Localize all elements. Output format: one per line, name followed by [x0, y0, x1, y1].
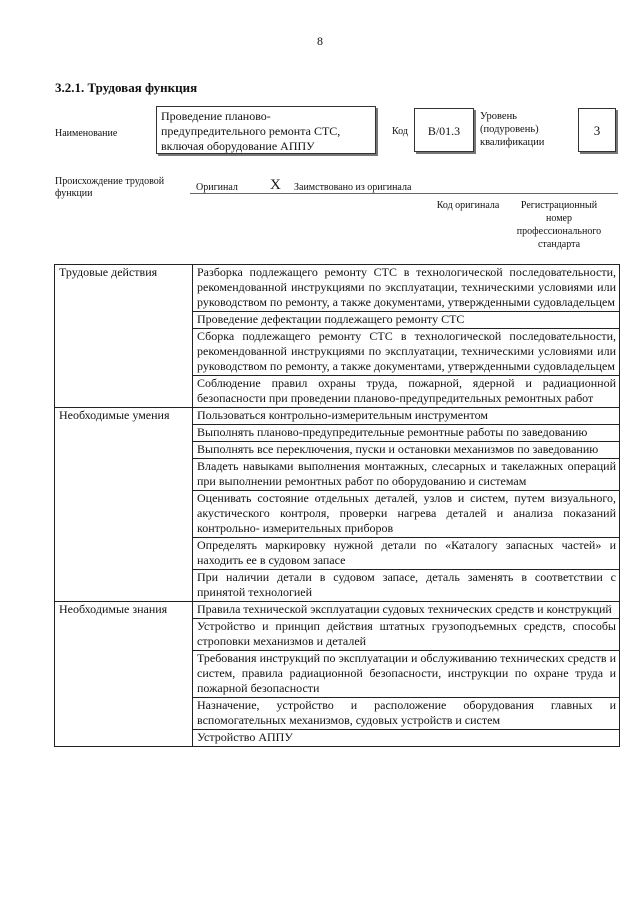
labor-function-table	[54, 264, 620, 747]
item-cell: Пользоваться контрольно-измерительным инструментом	[193, 408, 620, 425]
table-row	[55, 265, 620, 312]
item-cell: Определять маркировку нужной детали по «Каталогу запасных частей» и находить ее в судовом запасе	[193, 538, 620, 570]
original-label: Оригинал	[196, 182, 238, 193]
category-cell: Необходимые знания	[55, 602, 193, 747]
table-body	[55, 265, 620, 747]
item-cell: Оценивать состояние отдельных деталей, узлов и систем, путем визуального, акустического контроля, проверки нагрева деталей и анализа показаний контрольно- измерительных приборов	[193, 491, 620, 538]
item-cell: Выполнять планово-предупредительные ремонтные работы по заведованию	[193, 425, 620, 442]
item-cell: Устройство АППУ	[193, 730, 620, 747]
section-title: 3.2.1. Трудовая функция	[55, 80, 198, 95]
item-cell: Правила технической эксплуатации судовых технических средств и конструкций	[193, 602, 620, 619]
item-cell: Устройство и принцип действия штатных грузоподъемных средств, способы строповки механизмов и деталей	[193, 619, 620, 651]
code-original-label: Код оригинала	[436, 200, 500, 211]
level-label: Уровень (подуровень) квалификации	[480, 111, 545, 148]
item-cell: Соблюдение правил охраны труда, пожарной, ядерной и радиационной безопасности при проведении планово-предупредительных ремонтных работ	[193, 376, 620, 408]
code-value: B/01.3	[427, 124, 461, 138]
name-label: Наименование	[55, 128, 118, 139]
item-cell: Назначение, устройство и расположение оборудования главных и вспомогательных механизмов, судовых устройств и систем	[193, 698, 620, 730]
origin-label: Происхождение трудовой функции	[55, 176, 165, 199]
function-name: Проведение планово-предупредительного ремонта СТС, включая оборудование АППУ	[161, 109, 341, 153]
item-cell: Выполнять все переключения, пуски и остановки механизмов по заведованию	[193, 442, 620, 459]
table-row	[55, 602, 620, 619]
borrowed-label: Заимствовано из оригинала	[294, 182, 412, 193]
origin-row-line	[190, 193, 618, 194]
reg-number-label: Регистрационный номер профессионального стандарта	[516, 200, 602, 250]
code-label: Код	[392, 126, 408, 137]
item-cell: Владеть навыками выполнения монтажных, слесарных и такелажных операций при выполнении ремонтных работ по оборудованию и системам	[193, 459, 620, 491]
item-cell: При наличии детали в судовом запасе, деталь заменять в соответствии с принятой технологией	[193, 570, 620, 602]
category-cell: Необходимые умения	[55, 408, 193, 602]
code-box	[414, 108, 474, 152]
page-number: 8	[317, 34, 323, 48]
level-box	[578, 108, 616, 152]
item-cell: Сборка подлежащего ремонту СТС в технологической последовательности, рекомендованной инструкциями по эксплуатации, техническими условиями или руководством по ремонту, а также документами, утвержденными судовладельцем	[193, 329, 620, 376]
level-value: 3	[593, 123, 601, 138]
item-cell: Проведение дефектации подлежащего ремонту СТС	[193, 312, 620, 329]
original-mark: X	[270, 177, 281, 193]
item-cell: Разборка подлежащего ремонту СТС в технологической последовательности, рекомендованной инструкциями по эксплуатации, техническими условиями или руководством по ремонту, а также документами, утвержденными судовладельцем	[193, 265, 620, 312]
item-cell: Требования инструкций по эксплуатации и обслуживанию технических средств и систем, правила радиационной безопасности, инструкции по охране труда и пожарной безопасности	[193, 651, 620, 698]
function-name-box	[156, 106, 376, 154]
table-row	[55, 408, 620, 425]
category-cell: Трудовые действия	[55, 265, 193, 408]
